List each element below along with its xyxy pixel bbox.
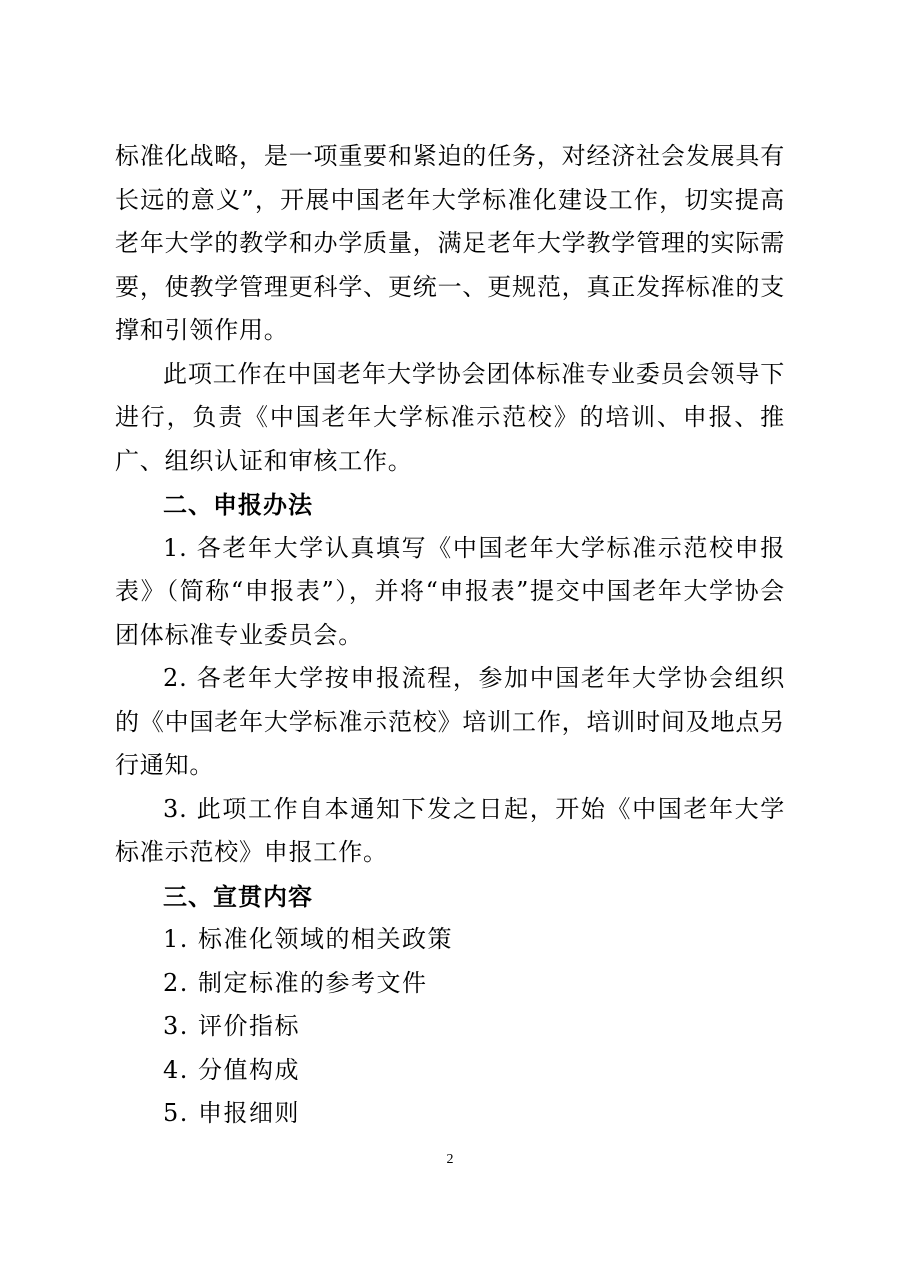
section-heading-publicity: 三、宣贯内容: [163, 881, 313, 911]
publicity-item-3: 3. 评价指标: [163, 1012, 301, 1040]
publicity-item-1: 1. 标准化领域的相关政策: [163, 925, 454, 953]
document-body: [115, 135, 785, 1136]
page-number: 2: [446, 1152, 454, 1167]
publicity-item-4: 4. 分值构成: [163, 1055, 301, 1084]
section-heading-application: 二、申报办法: [163, 490, 313, 519]
publicity-item-5: 5. 申报细则: [163, 1099, 301, 1127]
paragraph-continuation: 标准化战略，是一项重要和紧迫的任务，对经济社会发展具有长远的意义”，开展中国老年大学标准化建设工作，切实提高老年大学的教学和办学质量，满足老年大学教学管理的实际需要，使教学管理更科学、更统一、更规范，真正发挥标准的支撑和引领作用。: [115, 142, 785, 344]
paragraph-work-scope: 此项工作在中国老年大学协会团体标准专业委员会领导下进行，负责《中国老年大学标准示范校》的培训、申报、推广、组织认证和审核工作。: [115, 359, 785, 475]
publicity-item-2: 2. 制定标准的参考文件: [163, 968, 428, 997]
application-item-1: 1. 各老年大学认真填写《中国老年大学标准示范校申报表》（简称“申报表”），并将“申报表”提交中国老年大学协会团体标准专业委员会。: [115, 533, 785, 649]
application-item-2: 2. 各老年大学按申报流程，参加中国老年大学协会组织的《中国老年大学标准示范校》培训工作，培训时间及地点另行通知。: [115, 664, 785, 779]
application-item-3: 3. 此项工作自本通知下发之日起，开始《中国老年大学标准示范校》申报工作。: [115, 794, 785, 866]
